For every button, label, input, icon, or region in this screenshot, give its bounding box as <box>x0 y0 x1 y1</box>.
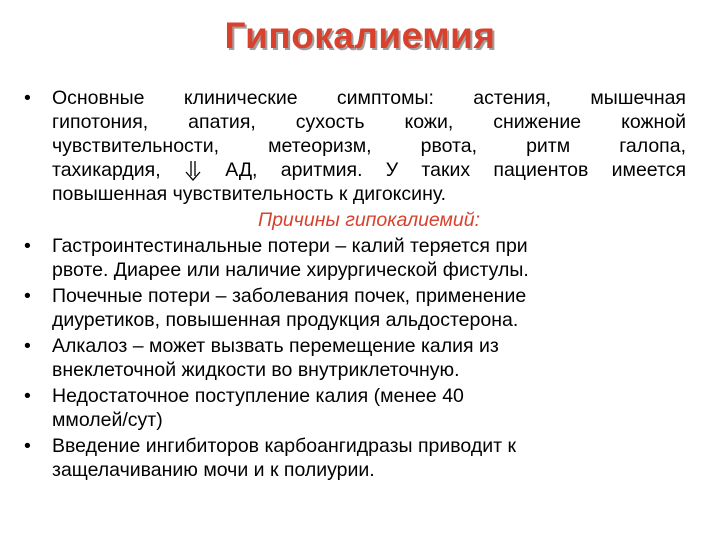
symptoms-text <box>52 86 686 206</box>
cause-4-line-2: ммолей/сут) <box>52 409 163 431</box>
cause-5-line-2: защелачиванию мочи и к полиурии. <box>52 459 375 481</box>
symptoms-line-4-end: АД, аритмия. У таких пациентов имеется <box>225 159 687 181</box>
bullet-dot: • <box>24 335 31 357</box>
bullet-dot: • <box>24 235 31 257</box>
cause-3-line-1: Алкалоз – может вызвать перемещение калия из <box>52 335 499 357</box>
bullet-dot: • <box>24 87 31 109</box>
double-down-arrow-icon <box>184 158 202 182</box>
cause-5-line-1: Введение ингибиторов карбоангидразы приводит к <box>52 435 516 457</box>
bullet-cause-5 <box>24 434 686 482</box>
symptoms-line-4-start: тахикардия, <box>52 159 161 181</box>
symptoms-line-2: гипотония, апатия, сухость кожи, снижение кожной <box>52 111 686 133</box>
symptoms-line-1: Основные клинические симптомы: астения, мышечная <box>52 87 686 109</box>
slide-title: Гипокалиемия <box>224 15 496 56</box>
bullet-cause-1 <box>24 234 686 282</box>
bullet-dot: • <box>24 435 31 457</box>
cause-1-line-1: Гастроинтестинальные потери – калий теряется при <box>52 235 528 257</box>
symptoms-line-3: чувствительности, метеоризм, рвота, ритм галопа, <box>52 135 686 157</box>
causes-heading: Причины гипокалиемий: <box>257 209 481 231</box>
symptoms-line-5: повышенная чувствительность к дигоксину. <box>52 183 447 205</box>
cause-2-line-2: диуретиков, повышенная продукция альдостерона. <box>52 309 519 331</box>
bullet-dot: • <box>24 385 31 407</box>
symptoms-line-4 <box>52 158 686 182</box>
bullet-cause-2 <box>24 284 686 332</box>
slide-content <box>24 86 686 482</box>
cause-4-line-1: Недостаточное поступление калия (менее 40 <box>52 385 464 407</box>
bullet-dot: • <box>24 285 31 307</box>
bullet-cause-3 <box>24 334 686 382</box>
bullet-cause-4 <box>24 384 686 432</box>
bullet-symptoms <box>24 86 686 206</box>
cause-3-line-2: внеклеточной жидкости во внутриклеточную. <box>52 359 460 381</box>
cause-2-line-1: Почечные потери – заболевания почек, применение <box>52 285 527 307</box>
cause-1-line-2: рвоте. Диарее или наличие хирургической фистулы. <box>52 259 529 281</box>
